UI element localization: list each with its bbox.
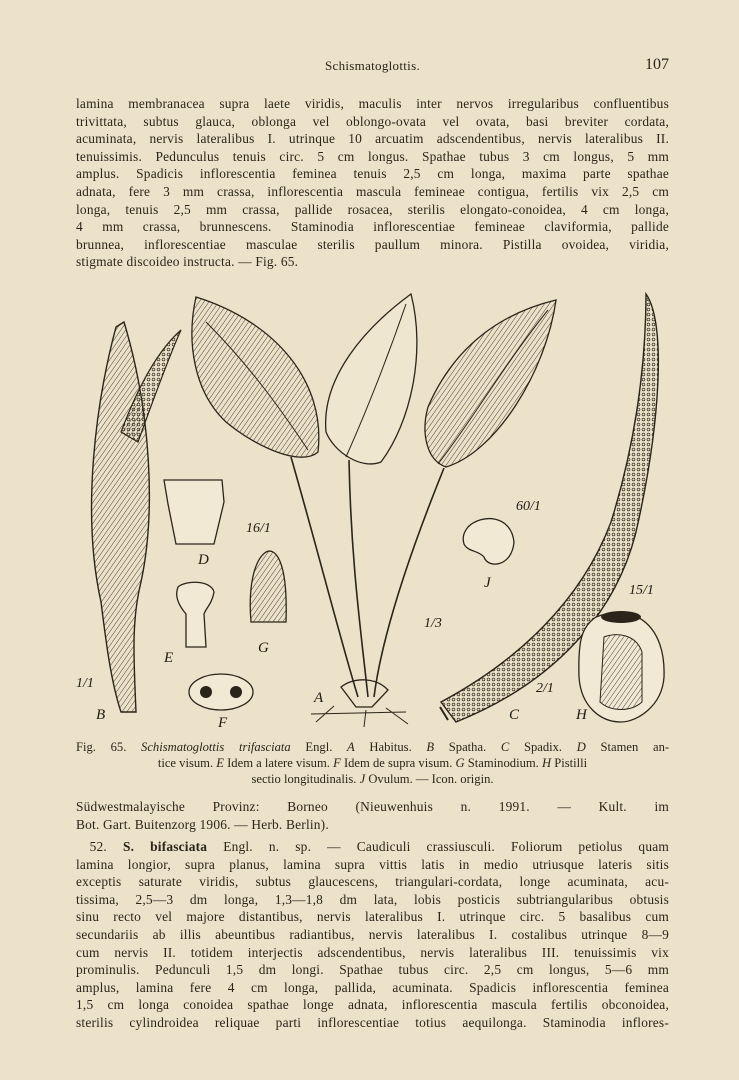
text-line: acuminata, nervis lateralibus I. utrinque 10 arcuatim adscendentibus, nervis lateralibus II. (76, 131, 669, 147)
caption-text: Ovulum. — Icon. origin. (368, 772, 494, 786)
text-line: tissima, 2,5—3 dm longa, 1,3—1,8 dm lata, lobis posticis subtriangularibus obtusis (76, 891, 669, 907)
text-line: amplus. Spadicis inflorescentia feminea tenuis 2,5 cm longa, maxima parte spathae (76, 166, 669, 182)
stamen-top-drawing (189, 674, 253, 710)
running-head (76, 58, 669, 78)
paragraph-distribution (76, 798, 669, 833)
text-line: tenuissimis. Pedunculus tenuis circ. 5 cm longus. Spathae tubus 3 cm longus, 5 mm (76, 148, 669, 164)
text-line (76, 838, 669, 856)
text-line: amplus, lamina fere 4 cm longa, pallida, acuminata. Spadicis inflorescentia feminea (76, 979, 669, 995)
caption-letter: G (455, 756, 465, 770)
caption-fig-number: Fig. 65. (76, 740, 127, 754)
ovulum-drawing (463, 519, 514, 565)
caption-letter: C (500, 740, 510, 754)
label-J: J (484, 575, 491, 591)
stamen-side-drawing (177, 582, 214, 647)
paragraph-species-52 (76, 838, 669, 1032)
pistil-section-drawing (579, 611, 664, 722)
caption-text: sectio longitudinalis. (251, 772, 357, 786)
caption-line (76, 771, 669, 787)
running-title: Schismatoglottis. (324, 58, 421, 73)
caption-letter: D (576, 740, 586, 754)
text-line: exceptis saturate viridis, subtus glaucescens, triangulari-cordata, longe acuminata, acu- (76, 874, 669, 890)
species-name: S. bifasciata (122, 839, 208, 854)
caption-letter: E (216, 756, 224, 770)
figure-drawing (76, 282, 676, 732)
text-line: 4 mm crassa, brunnescens. Staminodia inflorescentiae femineae claviformia, pallide (76, 219, 669, 235)
caption-letter: J (359, 772, 366, 786)
label-C: C (509, 707, 520, 723)
caption-text: Idem a latere visum. (227, 756, 330, 770)
habitus-drawing (192, 294, 556, 727)
text-line: longa, tenuis 2,5 mm crassa, pallide rosacea, sterilis elongato-conoidea, 4 cm longa, (76, 201, 669, 217)
caption-text: Idem de supra visum. (343, 756, 453, 770)
label-H: H (576, 707, 587, 723)
text-line: adnata, fere 3 mm crassa, inflorescentia mascula femineae contigua, fertilis vix 2,5 cm (76, 183, 669, 199)
text-line: sinu recto vel majore distantibus, nervis lateralibus I. utrinque circ. 5 basalibus cum (76, 909, 669, 925)
caption-text: Spadix. (523, 740, 563, 754)
text-line: trivittata, subtus glauca, oblonga vel oblongo-ovata vel ovata, basi breviter cordata, (76, 113, 669, 129)
species-number: 52. (89, 839, 107, 854)
caption-text: Habitus. (369, 740, 412, 754)
caption-text: Stamen an- (600, 740, 670, 754)
scale-H: 15/1 (629, 583, 654, 598)
stamen-front-drawing (164, 480, 224, 544)
label-G: G (258, 640, 269, 656)
scale-B: 1/1 (76, 676, 94, 691)
caption-line (76, 755, 669, 771)
label-B: B (96, 707, 106, 723)
caption-text: Staminodium. (467, 756, 539, 770)
text-line: brunnea, inflorescentiae masculae sterilis paullum minora. Pistilla ovoidea, viridia, (76, 236, 669, 252)
scale-C: 2/1 (536, 681, 554, 696)
text-line: Bot. Gart. Buitenzorg 1906. — Herb. Berlin). (76, 816, 329, 832)
caption-text: tice visum. (157, 756, 214, 770)
text-line: secundariis ab illis abeuntibus radiantibus, nervis lateralibus I. costalibus utrinque 8—9 (76, 926, 669, 942)
text-line: lamina membranacea supra laete viridis, maculis inter nervos irregularibus confluentibus (76, 96, 669, 111)
text-line: prominulis. Pedunculi 1,5 dm longi. Spathae tubus circ. 2,5 cm longus, 5—6 mm (76, 962, 669, 978)
text-segment: Engl. n. sp. — Caudiculi crassiusculi. Foliorum petiolus quam (223, 839, 669, 854)
botanical-figure (76, 282, 676, 732)
figure-caption (76, 739, 669, 787)
page-number: 107 (645, 56, 669, 73)
text-line: 1,5 cm longa conoidea spathae longe adnata, inflorescentia mascula fertilis obconoidea, (76, 997, 669, 1013)
staminodium-drawing (250, 551, 286, 622)
text-line: sterilis cylindroidea reliquae parti inflorescentiae totius aequilonga. Staminodia inflores- (76, 1014, 669, 1030)
caption-text: Engl. (305, 740, 333, 754)
text-line: lamina longior, supra planus, lamina supra vittis latis in medio utriusque lateris sitis (76, 856, 669, 872)
caption-species: Schismatoglottis trifasciata (141, 740, 291, 754)
caption-letter: B (426, 740, 435, 754)
text-line: Südwestmalayische Provinz: Borneo (Nieuwenhuis n. 1991. — Kult. im (76, 799, 669, 814)
text-line: cum nervis II. totidem interjectis adscendentibus, nervis lateralibus III. tenuissimis vix (76, 944, 669, 960)
scale-A: 1/3 (424, 616, 442, 631)
label-D: D (198, 552, 209, 568)
caption-line (76, 739, 669, 755)
caption-text: Pistilli (554, 756, 588, 770)
scale-D: 16/1 (246, 521, 271, 536)
caption-letter: A (347, 740, 355, 754)
caption-letter: F (333, 756, 341, 770)
scale-J: 60/1 (516, 499, 541, 514)
caption-letter: H (541, 756, 552, 770)
label-A: A (314, 690, 324, 706)
caption-text: Spatha. (448, 740, 487, 754)
label-E: E (164, 650, 174, 666)
label-F: F (218, 715, 228, 731)
paragraph-description (76, 95, 669, 271)
text-line: stigmate discoideo instructa. — Fig. 65. (76, 254, 299, 270)
